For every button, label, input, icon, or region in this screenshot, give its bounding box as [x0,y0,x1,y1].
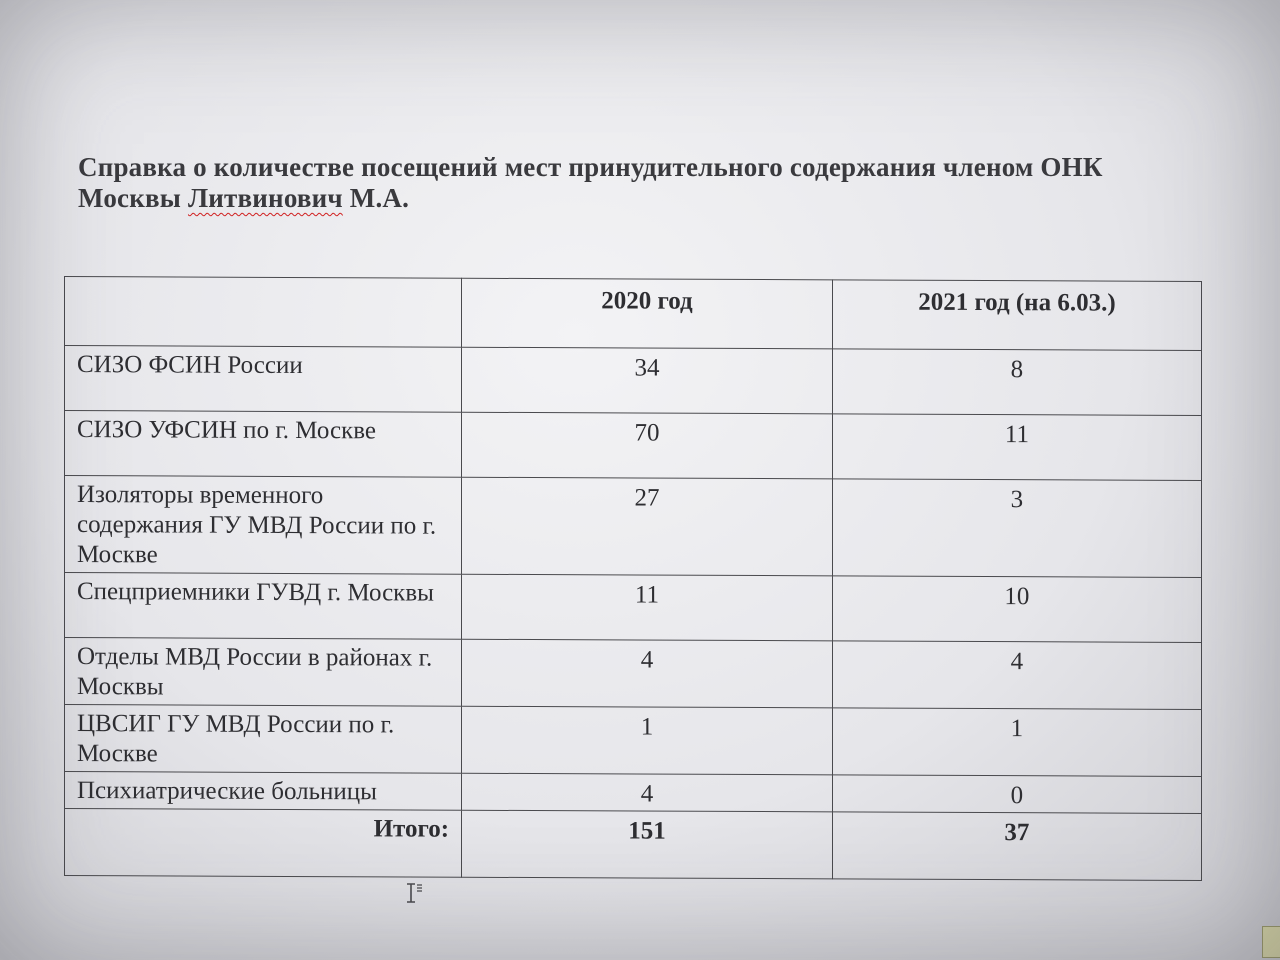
document-title [78,152,1198,214]
row-label-cell[interactable]: СИЗО УФСИН по г. Москве [65,411,462,478]
value-2021-cell[interactable]: 11 [832,414,1201,481]
value-2021-cell[interactable]: 0 [832,775,1201,814]
value-2021-cell[interactable]: 3 [832,479,1201,578]
value-2021-cell[interactable]: 10 [832,576,1201,643]
value-2020-cell[interactable]: 4 [462,773,833,812]
total-2020-cell[interactable]: 151 [462,810,833,879]
title-line-2 [78,183,1198,214]
table-row [65,411,1202,481]
value-2020-cell[interactable]: 27 [462,477,833,576]
table-row [65,772,1202,814]
row-label-cell[interactable]: СИЗО ФСИН России [65,346,462,413]
table-row [65,346,1202,416]
value-2021-cell[interactable]: 8 [832,349,1201,416]
table-header-row [65,277,1202,351]
row-label-cell[interactable]: Изоляторы временного содержания ГУ МВД России по г. Москве [65,476,462,575]
header-cell-empty[interactable] [65,277,462,348]
table-row [65,476,1202,578]
header-cell-2021[interactable]: 2021 год (на 6.03.) [832,280,1201,351]
value-2020-cell[interactable]: 70 [462,412,833,479]
total-row [65,809,1202,881]
taskbar-corner-icon[interactable] [1262,926,1280,958]
text-cursor-icon [404,880,424,906]
table-row [65,573,1202,643]
total-2021-cell[interactable]: 37 [832,812,1201,881]
table-row [65,705,1202,777]
row-label-cell[interactable]: Отделы МВД России в районах г. Москвы [65,638,462,707]
row-label-cell[interactable]: Спецприемники ГУВД г. Москвы [65,573,462,640]
row-label-cell[interactable]: Психиатрические больницы [65,772,462,811]
title-line-2-suffix: М.А. [342,183,410,213]
value-2020-cell[interactable]: 34 [462,347,833,414]
title-line-2-prefix: Москвы [78,183,188,213]
total-label-cell[interactable]: Итого: [65,809,462,878]
visits-table [64,276,1202,881]
header-cell-2020[interactable]: 2020 год [462,278,833,349]
value-2020-cell[interactable]: 11 [462,574,833,641]
row-label-cell[interactable]: ЦВСИГ ГУ МВД России по г. Москве [65,705,462,774]
table-row [65,638,1202,710]
value-2021-cell[interactable]: 1 [832,708,1201,777]
value-2020-cell[interactable]: 4 [462,639,833,708]
value-2020-cell[interactable]: 1 [462,706,833,775]
title-line-1: Справка о количестве посещений мест принудительного содержания членом ОНК [78,152,1103,182]
value-2021-cell[interactable]: 4 [832,641,1201,710]
spellcheck-word[interactable]: Литвинович [187,183,343,213]
